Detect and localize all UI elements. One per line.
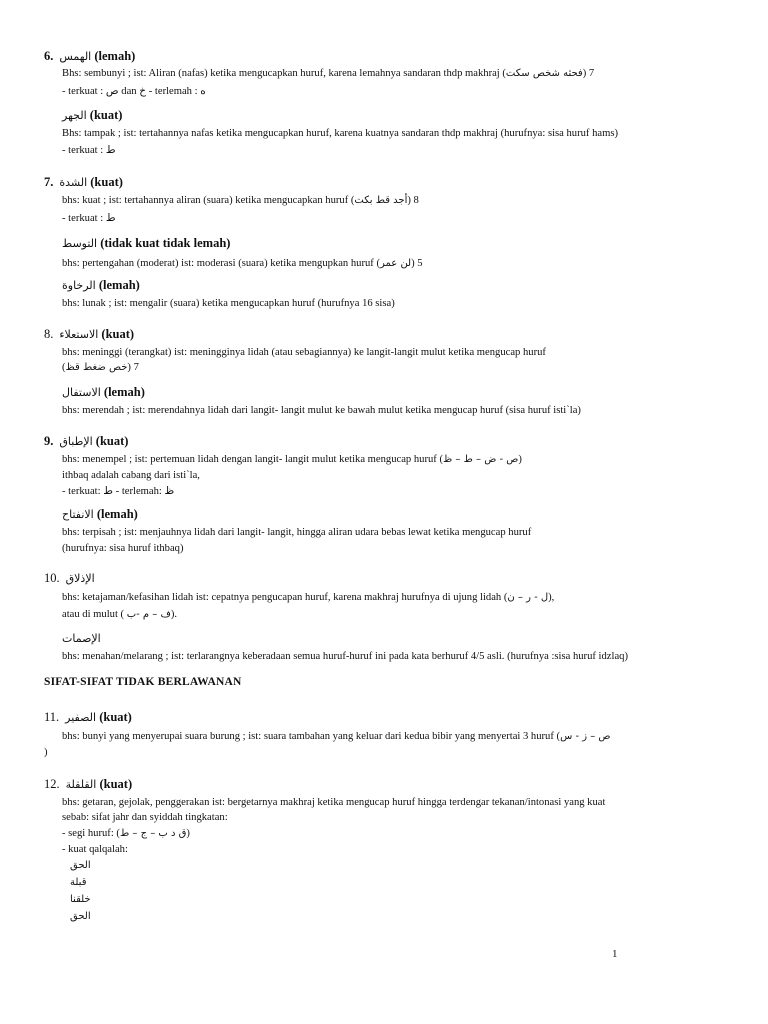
arabic-word: قبلة bbox=[70, 877, 87, 888]
arabic-letters: لن عمر bbox=[380, 258, 412, 269]
definition-line bbox=[62, 729, 762, 744]
definition-line: bhs: meninggi (terangkat) ist: meningginya lidah (atau sebagiannya) ke langit-langit mulut ketika mengucap huruf bbox=[62, 347, 546, 358]
arabic-term: الإصمات bbox=[62, 632, 101, 645]
arabic-letters: خص ضغط قظ bbox=[65, 362, 128, 373]
text: ) 5 bbox=[411, 258, 423, 269]
note-line: sebab: sifat jahr dan syiddah tingkatan: bbox=[62, 812, 228, 823]
arabic-letters: ف – م -ب bbox=[126, 609, 171, 620]
arabic-letters: أجد قط بكت bbox=[354, 195, 408, 206]
term-strength: (lemah) bbox=[98, 278, 140, 292]
arabic-letters: فحثه شخص سكت bbox=[505, 68, 583, 79]
text: bhs: ketajaman/kefasihan lidah ist: cepatnya pengucapan huruf, karena makhraj hurufnya di ujung lidah ( bbox=[62, 592, 508, 603]
arabic-term: الصفير bbox=[65, 711, 97, 724]
text: Bhs: sembunyi ; ist: Aliran (nafas) ketika mengucapkan huruf, karena lemahnya sandaran thdp makhraj ( bbox=[62, 68, 506, 79]
term-strength: (lemah) bbox=[94, 49, 136, 63]
heading-rakhawah bbox=[62, 277, 762, 294]
arabic-term: الشدة bbox=[59, 176, 88, 189]
definition-line bbox=[62, 66, 762, 81]
example-word bbox=[70, 875, 86, 890]
text: bhs: pertengahan (moderat) ist: moderasi (suara) ketika mengupkan huruf ( bbox=[62, 258, 380, 269]
item-number: 11. bbox=[44, 710, 60, 724]
definition-line bbox=[62, 256, 762, 271]
definition-line: bhs: lunak ; ist: mengalir (suara) ketika mengucapkan huruf (hurufnya 16 sisa) bbox=[62, 298, 395, 309]
term-strength: (lemah) bbox=[103, 385, 145, 399]
text: ). bbox=[170, 609, 178, 620]
text: bhs: kuat ; ist: tertahannya aliran (suara) ketika mengucapkan huruf ( bbox=[62, 195, 355, 206]
text: ) bbox=[518, 454, 522, 465]
arabic-term: الاستفال bbox=[62, 386, 101, 399]
text: atau di mulut ( bbox=[62, 609, 127, 620]
example-word bbox=[70, 892, 91, 907]
text: ), bbox=[548, 592, 555, 603]
heading-istila bbox=[44, 326, 760, 343]
term-strength: (kuat) bbox=[101, 327, 135, 341]
definition-line: Bhs: tampak ; ist: tertahannya nafas ketika mengucapkan huruf, karena kuatnya sandaran thdp makhraj (hurufnya: sisa huruf hams) bbox=[62, 128, 618, 139]
arabic-term: القلقلة bbox=[65, 778, 97, 791]
term-strength: (tidak kuat tidak lemah) bbox=[100, 236, 231, 250]
text: ) 7 bbox=[127, 362, 139, 373]
text: - segi huruf: ( bbox=[62, 828, 120, 839]
strength-line: - terkuat : ط bbox=[62, 145, 116, 156]
definition-line bbox=[62, 590, 762, 605]
section-title: SIFAT-SIFAT TIDAK BERLAWANAN bbox=[44, 676, 242, 688]
heading-qalqalah bbox=[44, 776, 760, 793]
arabic-term: الإذلاق bbox=[65, 572, 95, 585]
arabic-letters: ص - ض – ط – ظ bbox=[442, 454, 519, 465]
item-number: 9. bbox=[44, 434, 54, 448]
term-strength: (kuat) bbox=[95, 434, 129, 448]
text: bhs: menempel ; ist: pertemuan lidah dengan langit- langit mulut ketika mengucap huruf ( bbox=[62, 454, 443, 465]
text: ) bbox=[186, 828, 190, 839]
term-strength: (kuat) bbox=[90, 175, 123, 189]
note-line: ithbaq adalah cabang dari isti`la, bbox=[62, 470, 200, 481]
note-line: - kuat qalqalah: bbox=[62, 844, 128, 855]
term-strength: (kuat) bbox=[89, 108, 123, 122]
strength-line: - terkuat: ط - terlemah: ظ bbox=[62, 486, 175, 497]
letters-line bbox=[62, 360, 762, 375]
term-strength: (kuat) bbox=[99, 777, 133, 791]
heading-istifal bbox=[62, 384, 762, 401]
arabic-term: الانفتاح bbox=[62, 508, 94, 521]
heading-jahr bbox=[62, 107, 762, 124]
heading-syiddah bbox=[44, 174, 760, 191]
term-strength: (lemah) bbox=[96, 507, 138, 521]
item-number: 8. bbox=[44, 327, 54, 341]
definition-line: bhs: merendah ; ist: merendahnya lidah dari langit- langit mulut ke bawah mulut ketika mengucap huruf (sisa huruf isti`la) bbox=[62, 405, 581, 416]
term-strength: (kuat) bbox=[99, 710, 132, 724]
arabic-word: الحق bbox=[70, 860, 91, 871]
strength-line: - terkuat : ط bbox=[62, 213, 116, 224]
arabic-letters: ص – ز - س bbox=[560, 731, 611, 742]
arabic-term: التوسط bbox=[62, 237, 98, 250]
arabic-letters: ق د ب – ج – ط bbox=[119, 828, 187, 839]
example-word bbox=[70, 858, 91, 873]
example-word bbox=[70, 909, 91, 924]
arabic-letters: ل - ر – ن bbox=[507, 592, 549, 603]
arabic-term: الاستعلاء bbox=[59, 328, 99, 341]
heading-infitah bbox=[62, 506, 762, 523]
arabic-word: خلقنا bbox=[70, 894, 91, 905]
definition-line: bhs: terpisah ; ist: menjauhnya lidah dari langit- langit, hingga aliran udara bebas lewat ketika mengucap huruf bbox=[62, 527, 532, 538]
text: bhs: bunyi yang menyerupai suara burung ; ist: suara tambahan yang keluar dari kedua bibir yang menyertai 3 huruf ( bbox=[62, 731, 561, 742]
arabic-word: الحق bbox=[70, 911, 91, 922]
arabic-term: الرخاوة bbox=[62, 279, 96, 292]
item-number: 12. bbox=[44, 777, 60, 791]
heading-tawassuth bbox=[62, 235, 762, 252]
arabic-term: الجهر bbox=[62, 109, 87, 122]
definition-line: bhs: menahan/melarang ; ist: terlarangnya keberadaan semua huruf-huruf ini pada kata berhuruf 4/5 asli. (hurufnya :sisa huruf idzlaq) bbox=[62, 651, 628, 662]
text: ( bbox=[62, 362, 66, 373]
note-line: (hurufnya: sisa huruf ithbaq) bbox=[62, 543, 184, 554]
heading-ithbaq bbox=[44, 433, 760, 450]
heading-ishmat bbox=[62, 630, 762, 647]
heading-idzlaq bbox=[44, 570, 760, 587]
definition-line bbox=[62, 193, 762, 208]
heading-shafir bbox=[44, 709, 760, 726]
item-number: 7. bbox=[44, 175, 54, 189]
text: ) 7 bbox=[582, 68, 595, 79]
letters-line bbox=[62, 607, 762, 622]
arabic-term: الهمس bbox=[59, 50, 92, 63]
strength-line: - terkuat : ص dan خ - terlemah : ه bbox=[62, 86, 206, 97]
letters-line bbox=[62, 826, 762, 841]
definition-line bbox=[62, 452, 762, 467]
closing-paren: ) bbox=[44, 747, 48, 758]
item-number: 10. bbox=[44, 571, 60, 585]
page-number: 1 bbox=[612, 948, 618, 960]
heading-hams bbox=[44, 48, 760, 65]
item-number: 6. bbox=[44, 49, 54, 63]
arabic-term: الإطباق bbox=[59, 435, 93, 448]
definition-line: bhs: getaran, gejolak, penggerakan ist: bergetarnya makhraj ketika mengucap huruf hingga terdengar tekanan/intonasi yang kuat bbox=[62, 797, 606, 808]
text: ) 8 bbox=[407, 195, 419, 206]
